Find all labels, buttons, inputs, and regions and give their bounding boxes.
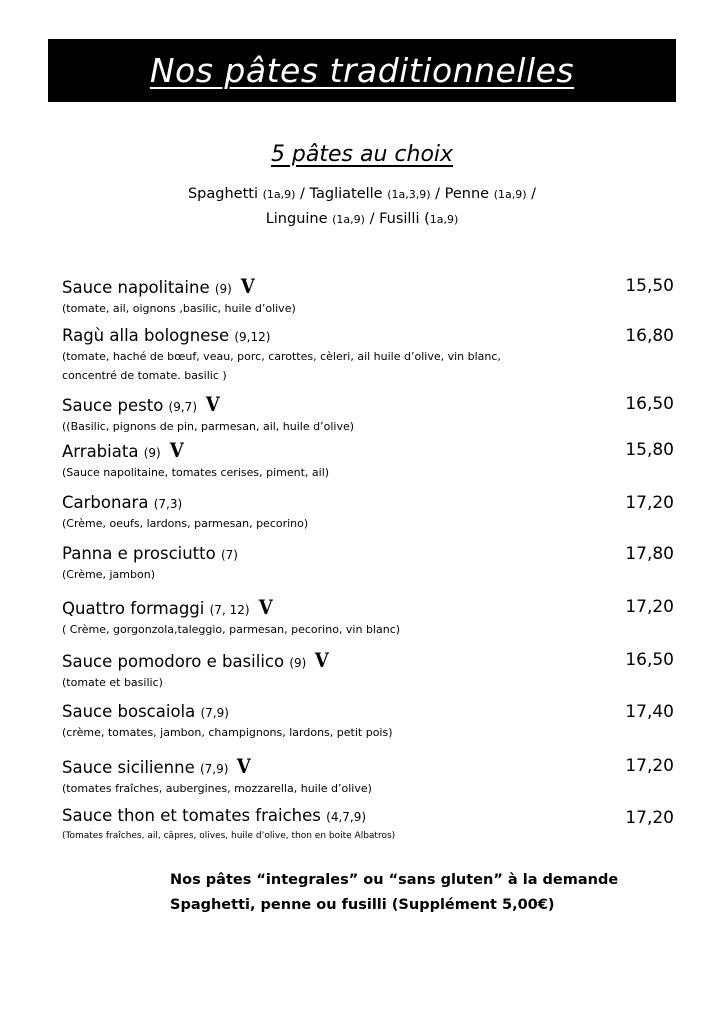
- item-price: 17,80: [625, 544, 674, 564]
- item-name: Ragù alla bolognese: [62, 326, 230, 345]
- pasta-name: Tagliatelle: [309, 186, 388, 202]
- vegetarian-icon: V: [205, 392, 220, 416]
- item-name-line: [62, 493, 674, 514]
- footer-supplement: Spaghetti, penne ou fusilli (Supplément 5,00€): [170, 897, 555, 913]
- item-name: Carbonara: [62, 493, 149, 512]
- pasta-name: Linguine: [265, 211, 333, 227]
- allergen-codes: (9): [214, 282, 232, 296]
- allergen-codes: (1a,3,9): [387, 188, 431, 201]
- pasta-name: Fusilli (: [379, 211, 430, 227]
- allergen-codes: (9): [289, 656, 307, 670]
- item-description: (Crème, oeufs, lardons, parmesan, pecorino): [62, 517, 309, 530]
- subtitle: 5 pâtes au choix: [270, 142, 454, 167]
- item-name-line: [62, 597, 674, 620]
- item-name: Sauce sicilienne: [62, 758, 195, 777]
- menu-item: [62, 702, 674, 742]
- page-title: Nos pâtes traditionnelles: [149, 51, 575, 90]
- item-price: 17,20: [625, 756, 674, 776]
- pasta-name: Penne: [444, 186, 494, 202]
- vegetarian-icon: V: [237, 754, 252, 778]
- item-description: ( Crème, gorgonzola,taleggio, parmesan, pecorino, vin blanc): [62, 623, 401, 636]
- title-banner: [48, 39, 676, 102]
- item-name-line: [62, 544, 674, 565]
- item-price: 16,50: [625, 650, 674, 670]
- item-name: Sauce napolitaine: [62, 278, 210, 297]
- menu-item: [62, 493, 674, 533]
- item-name: Sauce thon et tomates fraiches: [62, 806, 321, 825]
- vegetarian-icon: V: [258, 595, 273, 619]
- item-name: Sauce boscaiola: [62, 702, 196, 721]
- allergen-codes: (4,7,9): [326, 810, 367, 824]
- allergen-codes: (7, 12): [209, 603, 250, 617]
- item-price: 16,80: [625, 326, 674, 346]
- item-price: 15,50: [625, 276, 674, 296]
- item-price: 17,20: [625, 493, 674, 513]
- item-description: (tomate, haché de bœuf, veau, porc, carottes, cèleri, ail huile d’olive, vin blanc, concentré de tomate. basilic ): [62, 350, 501, 382]
- allergen-codes: (9,7): [168, 400, 197, 414]
- separator: /: [526, 186, 537, 202]
- item-description: (crème, tomates, jambon, champignons, lardons, petit pois): [62, 726, 393, 739]
- menu-item: [62, 440, 674, 482]
- menu-item: [62, 756, 674, 798]
- separator: /: [364, 211, 380, 227]
- item-name-line: [62, 440, 674, 463]
- item-name-line: [62, 702, 674, 723]
- footer-note: Nos pâtes “integrales” ou “sans gluten” à la demande: [170, 872, 619, 888]
- item-description: ((Basilic, pignons de pin, parmesan, ail, huile d’olive): [62, 420, 355, 433]
- item-price: 17,20: [625, 597, 674, 617]
- allergen-codes: (1a,9): [262, 188, 296, 201]
- item-name: Sauce pesto: [62, 396, 164, 415]
- item-name-line: [62, 394, 674, 417]
- item-name: Arrabiata: [62, 442, 139, 461]
- pasta-choices-line1: [0, 186, 724, 202]
- item-price: 17,40: [625, 702, 674, 722]
- menu-item: [62, 597, 674, 639]
- allergen-codes: (9): [143, 446, 161, 460]
- separator: /: [430, 186, 445, 202]
- vegetarian-icon: V: [315, 648, 330, 672]
- item-description: (tomate, ail, oignons ,basilic, huile d’olive): [62, 302, 296, 315]
- item-description: (tomates fraîches, aubergines, mozzarella, huile d’olive): [62, 782, 372, 795]
- pasta-choices-line2: [0, 211, 724, 227]
- menu-item: [62, 276, 674, 318]
- item-name: Quattro formaggi: [62, 599, 205, 618]
- allergen-codes: (7): [220, 548, 238, 562]
- item-price: 17,20: [625, 808, 674, 828]
- vegetarian-icon: V: [240, 274, 255, 298]
- item-name: Sauce pomodoro e basilico: [62, 652, 285, 671]
- item-name-line: [62, 806, 674, 827]
- item-description: (tomate et basilic): [62, 676, 163, 689]
- item-name-line: [62, 650, 674, 673]
- menu-item: [62, 544, 674, 584]
- item-name-line: [62, 326, 674, 347]
- allergen-codes: (1a,9): [332, 213, 365, 226]
- vegetarian-icon: V: [169, 438, 184, 462]
- pasta-name: Spaghetti: [187, 186, 263, 202]
- menu-item: [62, 806, 674, 846]
- item-description: (Tomates fraîches, ail, câpres, olives, huile d’olive, thon en boite Albatros): [62, 831, 396, 841]
- menu-item: [62, 326, 674, 385]
- allergen-codes: (7,3): [153, 497, 183, 511]
- item-name-line: [62, 276, 674, 299]
- item-description: (Crème, jambon): [62, 568, 155, 581]
- menu-item: [62, 650, 674, 692]
- allergen-codes: (7,9): [200, 706, 229, 720]
- item-price: 15,80: [625, 440, 674, 460]
- item-price: 16,50: [625, 394, 674, 414]
- allergen-codes: 1a,9): [429, 213, 459, 226]
- item-description: (Sauce napolitaine, tomates cerises, piment, ail): [62, 466, 330, 479]
- allergen-codes: (7,9): [199, 762, 229, 776]
- allergen-codes: (9,12): [234, 330, 271, 344]
- allergen-codes: (1a,9): [493, 188, 527, 201]
- menu-item: [62, 394, 674, 436]
- item-name-line: [62, 756, 674, 779]
- item-name: Panna e prosciutto: [62, 544, 216, 563]
- separator: /: [295, 186, 310, 202]
